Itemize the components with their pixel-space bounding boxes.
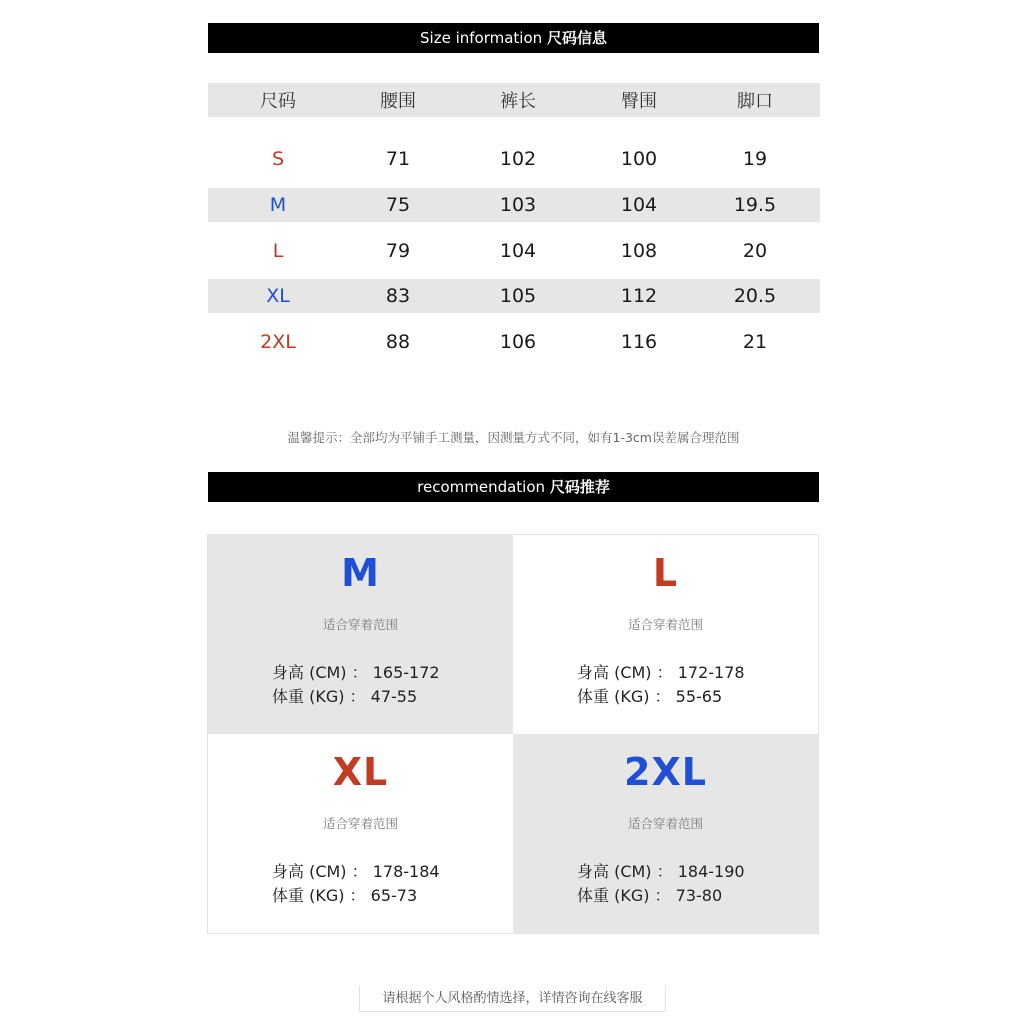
recommend-card-2xl	[513, 734, 818, 933]
card-size-label: XL	[332, 750, 389, 794]
table-row	[208, 279, 820, 313]
measurement-note: 温馨提示：全部均为平铺手工测量，因测量方式不同，如有1-3cm误差属合理范围	[287, 430, 740, 445]
card-subtitle: 适合穿着范围	[627, 816, 703, 831]
table-row	[208, 325, 820, 359]
recommendation-banner-cn: 尺码推荐	[549, 478, 610, 496]
hem-value: 21	[742, 331, 768, 353]
size-info-banner-en: Size information	[420, 29, 543, 47]
length-value: 105	[499, 285, 537, 308]
card-subtitle: 适合穿着范围	[322, 617, 398, 632]
table-header-row	[208, 83, 820, 117]
waist-value: 79	[385, 239, 411, 262]
card-weight-range: 体重 (KG) ： 65-73	[272, 886, 418, 905]
hip-value: 112	[620, 285, 658, 308]
card-size-label: 2XL	[624, 750, 707, 794]
card-size-label: L	[652, 551, 679, 595]
card-weight-range: 体重 (KG) ： 73-80	[577, 886, 723, 905]
hem-value: 19.5	[733, 193, 777, 216]
card-weight-range: 体重 (KG) ： 47-55	[272, 687, 418, 706]
length-value: 103	[499, 193, 537, 216]
card-size-label: M	[341, 551, 380, 595]
size-label: XL	[266, 285, 290, 308]
hem-value: 19	[742, 148, 768, 170]
waist-value: 88	[385, 331, 411, 353]
recommend-card-xl	[208, 734, 513, 933]
header-cell-size: 尺码	[260, 91, 296, 112]
header-cell-waist: 腰围	[380, 91, 416, 112]
hip-value: 116	[620, 331, 658, 353]
table-row	[208, 142, 820, 176]
hip-value: 100	[620, 148, 658, 170]
length-value: 106	[499, 331, 537, 353]
size-label: 2XL	[260, 331, 296, 353]
size-table	[208, 83, 820, 371]
header-cell-length: 裤长	[500, 91, 536, 112]
length-value: 102	[499, 148, 537, 170]
card-height-range: 身高 (CM) ： 184-190	[577, 862, 745, 881]
hip-value: 104	[620, 193, 658, 216]
waist-value: 83	[385, 285, 411, 308]
length-value: 104	[499, 239, 537, 262]
table-row	[208, 234, 820, 268]
size-label: S	[271, 148, 285, 170]
waist-value: 71	[385, 148, 411, 170]
card-weight-range: 体重 (KG) ： 55-65	[577, 687, 723, 706]
hem-value: 20	[742, 239, 768, 262]
recommend-card-m	[208, 535, 513, 734]
card-height-range: 身高 (CM) ： 165-172	[272, 663, 440, 682]
hem-value: 20.5	[733, 285, 777, 308]
header-cell-hem: 脚口	[737, 91, 773, 112]
hip-value: 108	[620, 239, 658, 262]
size-info-banner-cn: 尺码信息	[546, 29, 607, 47]
card-height-range: 身高 (CM) ： 172-178	[577, 663, 745, 682]
size-label: M	[269, 193, 287, 216]
table-row	[208, 188, 820, 222]
recommendation-grid	[207, 534, 819, 934]
footer-note: 请根据个人风格酌情选择，详情咨询在线客服	[359, 986, 666, 1012]
waist-value: 75	[385, 193, 411, 216]
recommendation-banner-en: recommendation	[417, 478, 546, 496]
card-height-range: 身高 (CM) ： 178-184	[272, 862, 440, 881]
card-subtitle: 适合穿着范围	[627, 617, 703, 632]
size-info-banner	[208, 23, 819, 53]
card-subtitle: 适合穿着范围	[322, 816, 398, 831]
header-cell-hip: 臀围	[621, 91, 657, 112]
recommend-card-l	[513, 535, 818, 734]
size-label: L	[272, 239, 284, 262]
recommendation-banner	[208, 472, 819, 502]
